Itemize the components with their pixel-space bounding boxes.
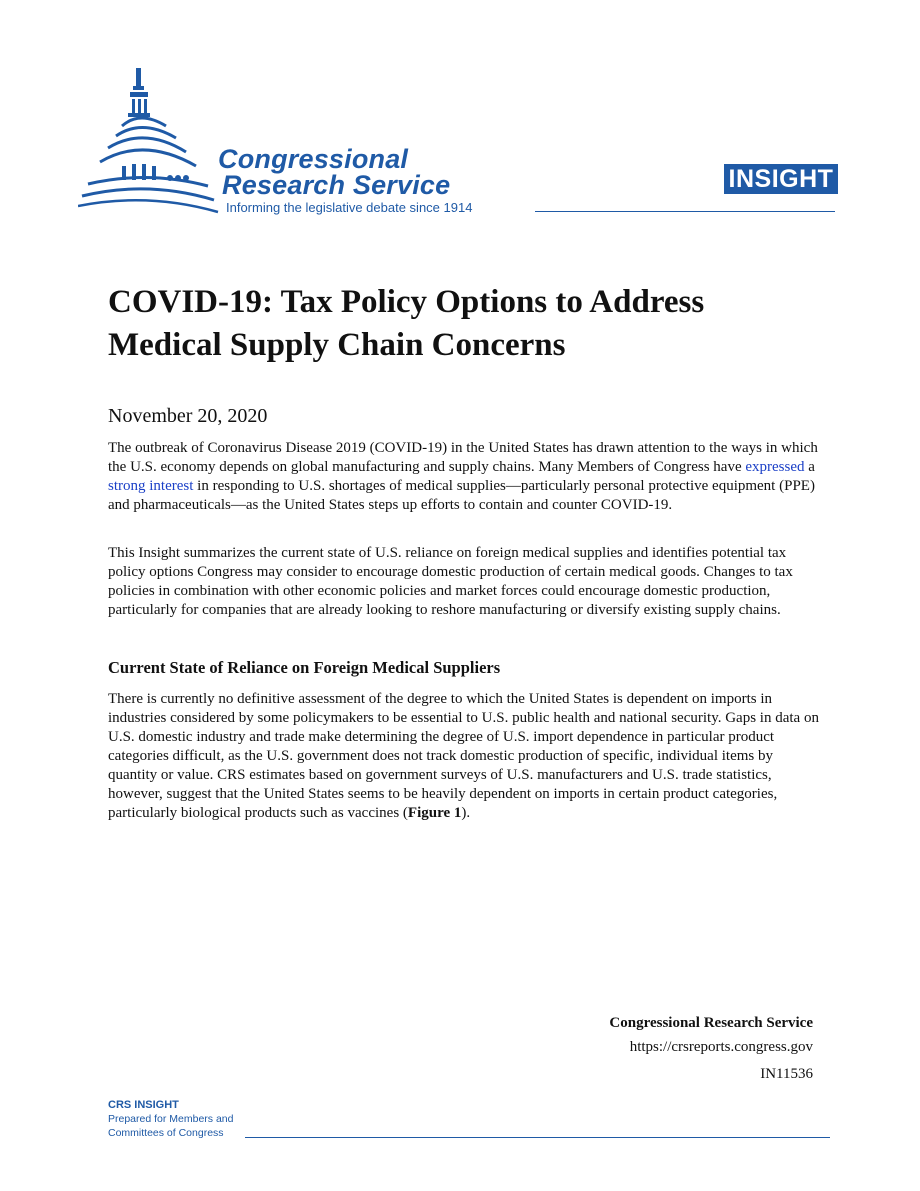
footer-url[interactable]: https://crsreports.congress.gov — [629, 1039, 813, 1055]
org-tagline: Informing the legislative debate since 1914 — [226, 200, 473, 215]
paragraph-summary — [108, 544, 820, 620]
footer-org: Congressional Research Service — [609, 1015, 813, 1031]
crs-insight-footer — [108, 1099, 233, 1140]
intro-text-end: in responding to U.S. shortages of medical supplies—particularly personal protective equipment (PPE) and pharmaceuticals—as the United States steps up efforts to contain and counter COVID-19. — [108, 478, 815, 513]
capitol-dome-icon — [78, 66, 228, 226]
link-expressed[interactable]: expressed — [745, 459, 805, 475]
paragraph-intro — [108, 439, 820, 515]
intro-text-start: The outbreak of Coronavirus Disease 2019 (COVID-19) in the United States has drawn attention to the ways in which the U.S. economy depends on global manufacturing and supply chains. Many Members of Congress have — [108, 440, 818, 475]
reliance-text-end: ). — [461, 805, 471, 821]
crs-insight-label: CRS INSIGHT — [108, 1099, 179, 1111]
title-line2: Medical Supply Chain Concerns — [108, 327, 566, 363]
title-line1: COVID-19: Tax Policy Options to Address — [108, 284, 705, 320]
summary-text: This Insight summarizes the current state of U.S. reliance on foreign medical supplies and identifies potential tax policy options Congress may consider to encourage domestic production of certain medical goods. Changes to tax policies in combination with other economic policies and market forces could encourage domestic production, particularly for companies that are already looking to reshore manufacturing or diversify existing supply chains. — [108, 545, 793, 618]
insight-badge: INSIGHT — [724, 164, 838, 194]
prepared-for-line2: Committees of Congress — [108, 1127, 224, 1139]
crs-logo — [78, 66, 538, 226]
header-rule — [535, 211, 835, 212]
paragraph-reliance — [108, 690, 820, 823]
org-name-line1: Congressional — [218, 144, 409, 174]
section-heading: Current State of Reliance on Foreign Medical Suppliers — [108, 658, 501, 677]
footer-rule — [245, 1137, 830, 1138]
reliance-text: There is currently no definitive assessment of the degree to which the United States is dependent on imports in industries considered by some policymakers to be essential to U.S. public health and national security. Gaps in data on U.S. domestic industry and trade make determining the degree of U.S. import dependence in particular product categories difficult, as the U.S. government does not track domestic production of specific, individual items by quantity or value. CRS estimates based on government surveys of U.S. manufacturers and U.S. trade statistics, however, suggest that the United States seems to be heavily dependent on imports in certain product categories, particularly biological products such as vaccines ( — [108, 691, 819, 821]
publication-date: November 20, 2020 — [108, 405, 268, 427]
org-name-line2: Research Service — [222, 170, 451, 200]
prepared-for-line1: Prepared for Members and — [108, 1113, 234, 1125]
footer-report-id: IN11536 — [760, 1066, 813, 1082]
link-strong-interest[interactable]: strong interest — [108, 478, 194, 494]
page-title — [108, 281, 828, 367]
intro-text-mid: a — [804, 459, 815, 475]
figure-reference: Figure 1 — [407, 805, 462, 821]
